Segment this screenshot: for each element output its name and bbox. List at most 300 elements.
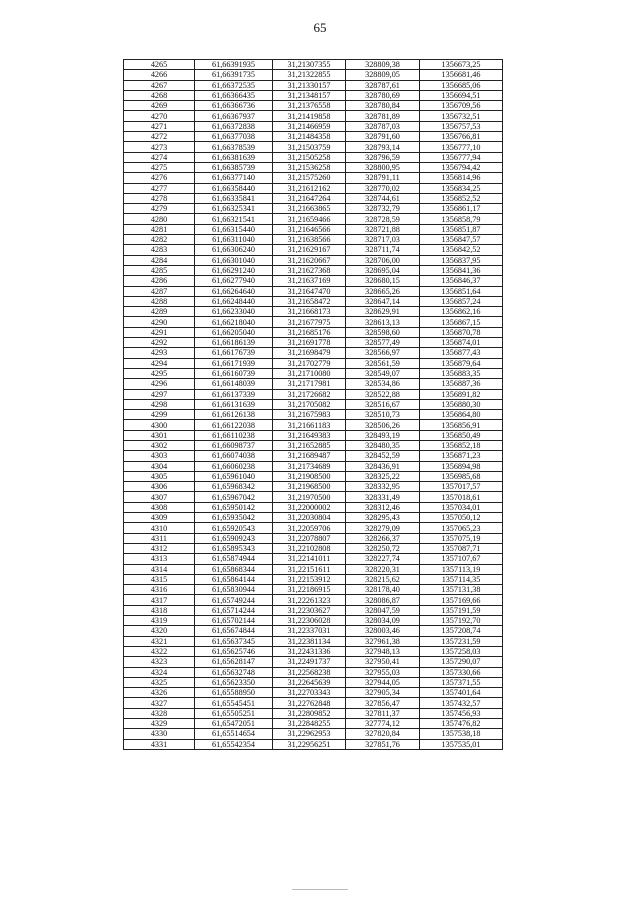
- table-row: [124, 564, 503, 574]
- point-number-cell: 4301: [124, 430, 195, 440]
- latitude-cell: 61,66372535: [195, 80, 273, 90]
- table-row: [124, 616, 503, 626]
- point-number-cell: 4314: [124, 564, 195, 574]
- y-coordinate-cell: 1356852,52: [420, 193, 503, 203]
- latitude-cell: 61,66372838: [195, 121, 273, 131]
- longitude-cell: 31,21637169: [273, 276, 346, 286]
- point-number-cell: 4265: [124, 60, 195, 70]
- y-coordinate-cell: 1356709,56: [420, 101, 503, 111]
- longitude-cell: 31,22703343: [273, 688, 346, 698]
- y-coordinate-cell: 1356870,78: [420, 327, 503, 337]
- x-coordinate-cell: 328516,67: [346, 399, 420, 409]
- longitude-cell: 31,21649383: [273, 430, 346, 440]
- y-coordinate-cell: 1357208,74: [420, 626, 503, 636]
- longitude-cell: 31,22568238: [273, 667, 346, 677]
- y-coordinate-cell: 1356842,52: [420, 245, 503, 255]
- x-coordinate-cell: 328436,91: [346, 461, 420, 471]
- x-coordinate-cell: 328493,19: [346, 430, 420, 440]
- x-coordinate-cell: 327950,41: [346, 657, 420, 667]
- x-coordinate-cell: 328178,40: [346, 585, 420, 595]
- x-coordinate-cell: 327851,76: [346, 739, 420, 749]
- latitude-cell: 61,66325341: [195, 204, 273, 214]
- table-row: [124, 688, 503, 698]
- latitude-cell: 61,66291240: [195, 265, 273, 275]
- x-coordinate-cell: 328796,59: [346, 152, 420, 162]
- point-number-cell: 4284: [124, 255, 195, 265]
- x-coordinate-cell: 328566,97: [346, 348, 420, 358]
- table-row: [124, 162, 503, 172]
- latitude-cell: 61,66137339: [195, 389, 273, 399]
- y-coordinate-cell: 1356871,23: [420, 451, 503, 461]
- latitude-cell: 61,65674844: [195, 626, 273, 636]
- y-coordinate-cell: 1356891,82: [420, 389, 503, 399]
- x-coordinate-cell: 327811,37: [346, 708, 420, 718]
- point-number-cell: 4330: [124, 729, 195, 739]
- table-row: [124, 461, 503, 471]
- latitude-cell: 61,65714244: [195, 605, 273, 615]
- longitude-cell: 31,22303627: [273, 605, 346, 615]
- latitude-cell: 61,66122038: [195, 420, 273, 430]
- latitude-cell: 61,66126138: [195, 410, 273, 420]
- table-row: [124, 60, 503, 70]
- longitude-cell: 31,21575260: [273, 173, 346, 183]
- x-coordinate-cell: 328295,43: [346, 513, 420, 523]
- x-coordinate-cell: 328629,91: [346, 307, 420, 317]
- y-coordinate-cell: 1357258,03: [420, 646, 503, 656]
- table-row: [124, 296, 503, 306]
- x-coordinate-cell: 328250,72: [346, 543, 420, 553]
- latitude-cell: 61,66385739: [195, 162, 273, 172]
- longitude-cell: 31,21658472: [273, 296, 346, 306]
- table-row: [124, 430, 503, 440]
- table-row: [124, 677, 503, 687]
- x-coordinate-cell: 328561,59: [346, 358, 420, 368]
- y-coordinate-cell: 1356777,94: [420, 152, 503, 162]
- y-coordinate-cell: 1356852,18: [420, 440, 503, 450]
- y-coordinate-cell: 1356862,16: [420, 307, 503, 317]
- table-row: [124, 183, 503, 193]
- y-coordinate-cell: 1356851,87: [420, 224, 503, 234]
- latitude-cell: 61,65505251: [195, 708, 273, 718]
- latitude-cell: 61,66205040: [195, 327, 273, 337]
- x-coordinate-cell: 328480,35: [346, 440, 420, 450]
- point-number-cell: 4280: [124, 214, 195, 224]
- point-number-cell: 4321: [124, 636, 195, 646]
- latitude-cell: 61,66233040: [195, 307, 273, 317]
- x-coordinate-cell: 328791,11: [346, 173, 420, 183]
- table-row: [124, 636, 503, 646]
- point-number-cell: 4293: [124, 348, 195, 358]
- point-number-cell: 4289: [124, 307, 195, 317]
- table-row: [124, 307, 503, 317]
- longitude-cell: 31,21322855: [273, 70, 346, 80]
- table-row: [124, 585, 503, 595]
- y-coordinate-cell: 1356814,96: [420, 173, 503, 183]
- latitude-cell: 61,65950142: [195, 502, 273, 512]
- x-coordinate-cell: 328266,37: [346, 533, 420, 543]
- table-row: [124, 348, 503, 358]
- table-row: [124, 121, 503, 131]
- point-number-cell: 4305: [124, 471, 195, 481]
- latitude-cell: 61,65864144: [195, 574, 273, 584]
- point-number-cell: 4272: [124, 132, 195, 142]
- longitude-cell: 31,21685176: [273, 327, 346, 337]
- latitude-cell: 61,65625746: [195, 646, 273, 656]
- longitude-cell: 31,21652885: [273, 440, 346, 450]
- x-coordinate-cell: 328613,13: [346, 317, 420, 327]
- x-coordinate-cell: 328787,61: [346, 80, 420, 90]
- table-row: [124, 276, 503, 286]
- latitude-cell: 61,66176739: [195, 348, 273, 358]
- x-coordinate-cell: 328809,38: [346, 60, 420, 70]
- point-number-cell: 4294: [124, 358, 195, 368]
- longitude-cell: 31,22078807: [273, 533, 346, 543]
- point-number-cell: 4287: [124, 286, 195, 296]
- x-coordinate-cell: 328220,31: [346, 564, 420, 574]
- table-row: [124, 111, 503, 121]
- x-coordinate-cell: 328522,88: [346, 389, 420, 399]
- longitude-cell: 31,22186915: [273, 585, 346, 595]
- y-coordinate-cell: 1356857,24: [420, 296, 503, 306]
- table-row: [124, 440, 503, 450]
- x-coordinate-cell: 328325,22: [346, 471, 420, 481]
- x-coordinate-cell: 327774,12: [346, 719, 420, 729]
- longitude-cell: 31,21647264: [273, 193, 346, 203]
- longitude-cell: 31,21675983: [273, 410, 346, 420]
- x-coordinate-cell: 328680,15: [346, 276, 420, 286]
- table-row: [124, 389, 503, 399]
- latitude-cell: 61,66377038: [195, 132, 273, 142]
- table-row: [124, 533, 503, 543]
- x-coordinate-cell: 327955,03: [346, 667, 420, 677]
- latitude-cell: 61,65868344: [195, 564, 273, 574]
- latitude-cell: 61,66131639: [195, 399, 273, 409]
- y-coordinate-cell: 1357169,66: [420, 595, 503, 605]
- x-coordinate-cell: 328331,49: [346, 492, 420, 502]
- longitude-cell: 31,21620667: [273, 255, 346, 265]
- point-number-cell: 4302: [124, 440, 195, 450]
- longitude-cell: 31,22848255: [273, 719, 346, 729]
- x-coordinate-cell: 328034,09: [346, 616, 420, 626]
- point-number-cell: 4315: [124, 574, 195, 584]
- point-number-cell: 4316: [124, 585, 195, 595]
- table-row: [124, 543, 503, 553]
- latitude-cell: 61,66171939: [195, 358, 273, 368]
- longitude-cell: 31,21503759: [273, 142, 346, 152]
- longitude-cell: 31,22059706: [273, 523, 346, 533]
- y-coordinate-cell: 1356880,30: [420, 399, 503, 409]
- table-row: [124, 90, 503, 100]
- latitude-cell: 61,65874944: [195, 554, 273, 564]
- x-coordinate-cell: 328728,59: [346, 214, 420, 224]
- point-number-cell: 4288: [124, 296, 195, 306]
- latitude-cell: 61,66218040: [195, 317, 273, 327]
- table-row: [124, 420, 503, 430]
- point-number-cell: 4297: [124, 389, 195, 399]
- table-row: [124, 204, 503, 214]
- x-coordinate-cell: 328452,59: [346, 451, 420, 461]
- latitude-cell: 61,66391935: [195, 60, 273, 70]
- point-number-cell: 4328: [124, 708, 195, 718]
- table-row: [124, 132, 503, 142]
- y-coordinate-cell: 1356864,80: [420, 410, 503, 420]
- latitude-cell: 61,65514654: [195, 729, 273, 739]
- latitude-cell: 61,65628147: [195, 657, 273, 667]
- point-number-cell: 4331: [124, 739, 195, 749]
- x-coordinate-cell: 328312,46: [346, 502, 420, 512]
- table-row: [124, 719, 503, 729]
- table-row: [124, 214, 503, 224]
- latitude-cell: 61,66301040: [195, 255, 273, 265]
- y-coordinate-cell: 1357290,07: [420, 657, 503, 667]
- x-coordinate-cell: 328744,61: [346, 193, 420, 203]
- latitude-cell: 61,65542354: [195, 739, 273, 749]
- point-number-cell: 4327: [124, 698, 195, 708]
- page-number: 65: [313, 20, 327, 35]
- longitude-cell: 31,21710080: [273, 368, 346, 378]
- y-coordinate-cell: 1356861,17: [420, 204, 503, 214]
- point-number-cell: 4291: [124, 327, 195, 337]
- y-coordinate-cell: 1357191,59: [420, 605, 503, 615]
- latitude-cell: 61,66358440: [195, 183, 273, 193]
- x-coordinate-cell: 328780,84: [346, 101, 420, 111]
- x-coordinate-cell: 328706,00: [346, 255, 420, 265]
- longitude-cell: 31,22645639: [273, 677, 346, 687]
- latitude-cell: 61,65830944: [195, 585, 273, 595]
- table-row: [124, 173, 503, 183]
- point-number-cell: 4278: [124, 193, 195, 203]
- table-row: [124, 80, 503, 90]
- longitude-cell: 31,21726682: [273, 389, 346, 399]
- y-coordinate-cell: 1356856,91: [420, 420, 503, 430]
- footer-rule: [292, 889, 348, 890]
- point-number-cell: 4276: [124, 173, 195, 183]
- x-coordinate-cell: 328549,07: [346, 368, 420, 378]
- point-number-cell: 4310: [124, 523, 195, 533]
- longitude-cell: 31,21970500: [273, 492, 346, 502]
- point-number-cell: 4275: [124, 162, 195, 172]
- point-number-cell: 4325: [124, 677, 195, 687]
- point-number-cell: 4312: [124, 543, 195, 553]
- y-coordinate-cell: 1357192,70: [420, 616, 503, 626]
- y-coordinate-cell: 1356846,37: [420, 276, 503, 286]
- x-coordinate-cell: 328665,26: [346, 286, 420, 296]
- longitude-cell: 31,22431336: [273, 646, 346, 656]
- table-row: [124, 399, 503, 409]
- y-coordinate-cell: 1356879,64: [420, 358, 503, 368]
- x-coordinate-cell: 328506,26: [346, 420, 420, 430]
- point-number-cell: 4277: [124, 183, 195, 193]
- latitude-cell: 61,66315440: [195, 224, 273, 234]
- latitude-cell: 61,65632748: [195, 667, 273, 677]
- longitude-cell: 31,21419858: [273, 111, 346, 121]
- x-coordinate-cell: 328791,60: [346, 132, 420, 142]
- longitude-cell: 31,21307355: [273, 60, 346, 70]
- longitude-cell: 31,21536258: [273, 162, 346, 172]
- latitude-cell: 61,65920543: [195, 523, 273, 533]
- latitude-cell: 61,66098737: [195, 440, 273, 450]
- table-row: [124, 554, 503, 564]
- coordinates-table-container: [123, 59, 502, 750]
- table-row: [124, 338, 503, 348]
- latitude-cell: 61,66186139: [195, 338, 273, 348]
- point-number-cell: 4295: [124, 368, 195, 378]
- longitude-cell: 31,21661183: [273, 420, 346, 430]
- table-row: [124, 626, 503, 636]
- y-coordinate-cell: 1357401,64: [420, 688, 503, 698]
- x-coordinate-cell: 328787,03: [346, 121, 420, 131]
- y-coordinate-cell: 1357330,66: [420, 667, 503, 677]
- latitude-cell: 61,66366435: [195, 90, 273, 100]
- point-number-cell: 4303: [124, 451, 195, 461]
- y-coordinate-cell: 1357065,23: [420, 523, 503, 533]
- x-coordinate-cell: 328577,49: [346, 338, 420, 348]
- x-coordinate-cell: 328534,86: [346, 379, 420, 389]
- y-coordinate-cell: 1357231,59: [420, 636, 503, 646]
- point-number-cell: 4304: [124, 461, 195, 471]
- point-number-cell: 4283: [124, 245, 195, 255]
- point-number-cell: 4274: [124, 152, 195, 162]
- y-coordinate-cell: 1356874,01: [420, 338, 503, 348]
- longitude-cell: 31,22000002: [273, 502, 346, 512]
- x-coordinate-cell: 328047,59: [346, 605, 420, 615]
- table-row: [124, 245, 503, 255]
- longitude-cell: 31,22102808: [273, 543, 346, 553]
- y-coordinate-cell: 1357535,01: [420, 739, 503, 749]
- latitude-cell: 61,66311040: [195, 235, 273, 245]
- table-row: [124, 698, 503, 708]
- y-coordinate-cell: 1356673,25: [420, 60, 503, 70]
- latitude-cell: 61,66248440: [195, 296, 273, 306]
- table-row: [124, 235, 503, 245]
- longitude-cell: 31,22306028: [273, 616, 346, 626]
- table-row: [124, 708, 503, 718]
- latitude-cell: 61,65935042: [195, 513, 273, 523]
- point-number-cell: 4319: [124, 616, 195, 626]
- table-row: [124, 513, 503, 523]
- x-coordinate-cell: 327856,47: [346, 698, 420, 708]
- point-number-cell: 4309: [124, 513, 195, 523]
- point-number-cell: 4292: [124, 338, 195, 348]
- latitude-cell: 61,65961040: [195, 471, 273, 481]
- latitude-cell: 61,66264640: [195, 286, 273, 296]
- y-coordinate-cell: 1357017,57: [420, 482, 503, 492]
- point-number-cell: 4286: [124, 276, 195, 286]
- longitude-cell: 31,22030804: [273, 513, 346, 523]
- point-number-cell: 4300: [124, 420, 195, 430]
- x-coordinate-cell: 327944,05: [346, 677, 420, 687]
- latitude-cell: 61,66381639: [195, 152, 273, 162]
- y-coordinate-cell: 1357371,55: [420, 677, 503, 687]
- point-number-cell: 4279: [124, 204, 195, 214]
- y-coordinate-cell: 1357087,71: [420, 543, 503, 553]
- point-number-cell: 4267: [124, 80, 195, 90]
- x-coordinate-cell: 328780,69: [346, 90, 420, 100]
- longitude-cell: 31,21663865: [273, 204, 346, 214]
- longitude-cell: 31,21330157: [273, 80, 346, 90]
- x-coordinate-cell: 328647,14: [346, 296, 420, 306]
- longitude-cell: 31,22956251: [273, 739, 346, 749]
- point-number-cell: 4269: [124, 101, 195, 111]
- longitude-cell: 31,21348157: [273, 90, 346, 100]
- y-coordinate-cell: 1356867,15: [420, 317, 503, 327]
- longitude-cell: 31,21612162: [273, 183, 346, 193]
- point-number-cell: 4308: [124, 502, 195, 512]
- point-number-cell: 4320: [124, 626, 195, 636]
- x-coordinate-cell: 328781,89: [346, 111, 420, 121]
- x-coordinate-cell: 328800,95: [346, 162, 420, 172]
- y-coordinate-cell: 1357107,67: [420, 554, 503, 564]
- latitude-cell: 61,66321541: [195, 214, 273, 224]
- y-coordinate-cell: 1357432,57: [420, 698, 503, 708]
- y-coordinate-cell: 1357538,18: [420, 729, 503, 739]
- longitude-cell: 31,21908500: [273, 471, 346, 481]
- point-number-cell: 4271: [124, 121, 195, 131]
- longitude-cell: 31,21376558: [273, 101, 346, 111]
- latitude-cell: 61,65749244: [195, 595, 273, 605]
- table-row: [124, 224, 503, 234]
- longitude-cell: 31,21968500: [273, 482, 346, 492]
- longitude-cell: 31,22337031: [273, 626, 346, 636]
- latitude-cell: 61,65702144: [195, 616, 273, 626]
- x-coordinate-cell: 328711,74: [346, 245, 420, 255]
- table-row: [124, 667, 503, 677]
- x-coordinate-cell: 327820,84: [346, 729, 420, 739]
- y-coordinate-cell: 1356757,53: [420, 121, 503, 131]
- x-coordinate-cell: 328332,95: [346, 482, 420, 492]
- table-row: [124, 255, 503, 265]
- y-coordinate-cell: 1357018,61: [420, 492, 503, 502]
- table-row: [124, 70, 503, 80]
- x-coordinate-cell: 328721,88: [346, 224, 420, 234]
- longitude-cell: 31,21647470: [273, 286, 346, 296]
- longitude-cell: 31,22141011: [273, 554, 346, 564]
- point-number-cell: 4268: [124, 90, 195, 100]
- table-row: [124, 265, 503, 275]
- point-number-cell: 4299: [124, 410, 195, 420]
- y-coordinate-cell: 1356834,25: [420, 183, 503, 193]
- latitude-cell: 61,66160739: [195, 368, 273, 378]
- latitude-cell: 61,66366736: [195, 101, 273, 111]
- x-coordinate-cell: 328279,09: [346, 523, 420, 533]
- y-coordinate-cell: 1356694,51: [420, 90, 503, 100]
- x-coordinate-cell: 328598,60: [346, 327, 420, 337]
- point-number-cell: 4306: [124, 482, 195, 492]
- y-coordinate-cell: 1356877,43: [420, 348, 503, 358]
- y-coordinate-cell: 1356887,36: [420, 379, 503, 389]
- latitude-cell: 61,65637345: [195, 636, 273, 646]
- longitude-cell: 31,21717981: [273, 379, 346, 389]
- table-row: [124, 492, 503, 502]
- table-row: [124, 152, 503, 162]
- x-coordinate-cell: 328770,02: [346, 183, 420, 193]
- latitude-cell: 61,65472051: [195, 719, 273, 729]
- table-row: [124, 317, 503, 327]
- table-row: [124, 451, 503, 461]
- longitude-cell: 31,21689487: [273, 451, 346, 461]
- point-number-cell: 4324: [124, 667, 195, 677]
- y-coordinate-cell: 1356685,06: [420, 80, 503, 90]
- x-coordinate-cell: 328695,04: [346, 265, 420, 275]
- y-coordinate-cell: 1356794,42: [420, 162, 503, 172]
- point-number-cell: 4323: [124, 657, 195, 667]
- point-number-cell: 4313: [124, 554, 195, 564]
- point-number-cell: 4311: [124, 533, 195, 543]
- table-row: [124, 595, 503, 605]
- longitude-cell: 31,21646566: [273, 224, 346, 234]
- point-number-cell: 4296: [124, 379, 195, 389]
- x-coordinate-cell: 327961,38: [346, 636, 420, 646]
